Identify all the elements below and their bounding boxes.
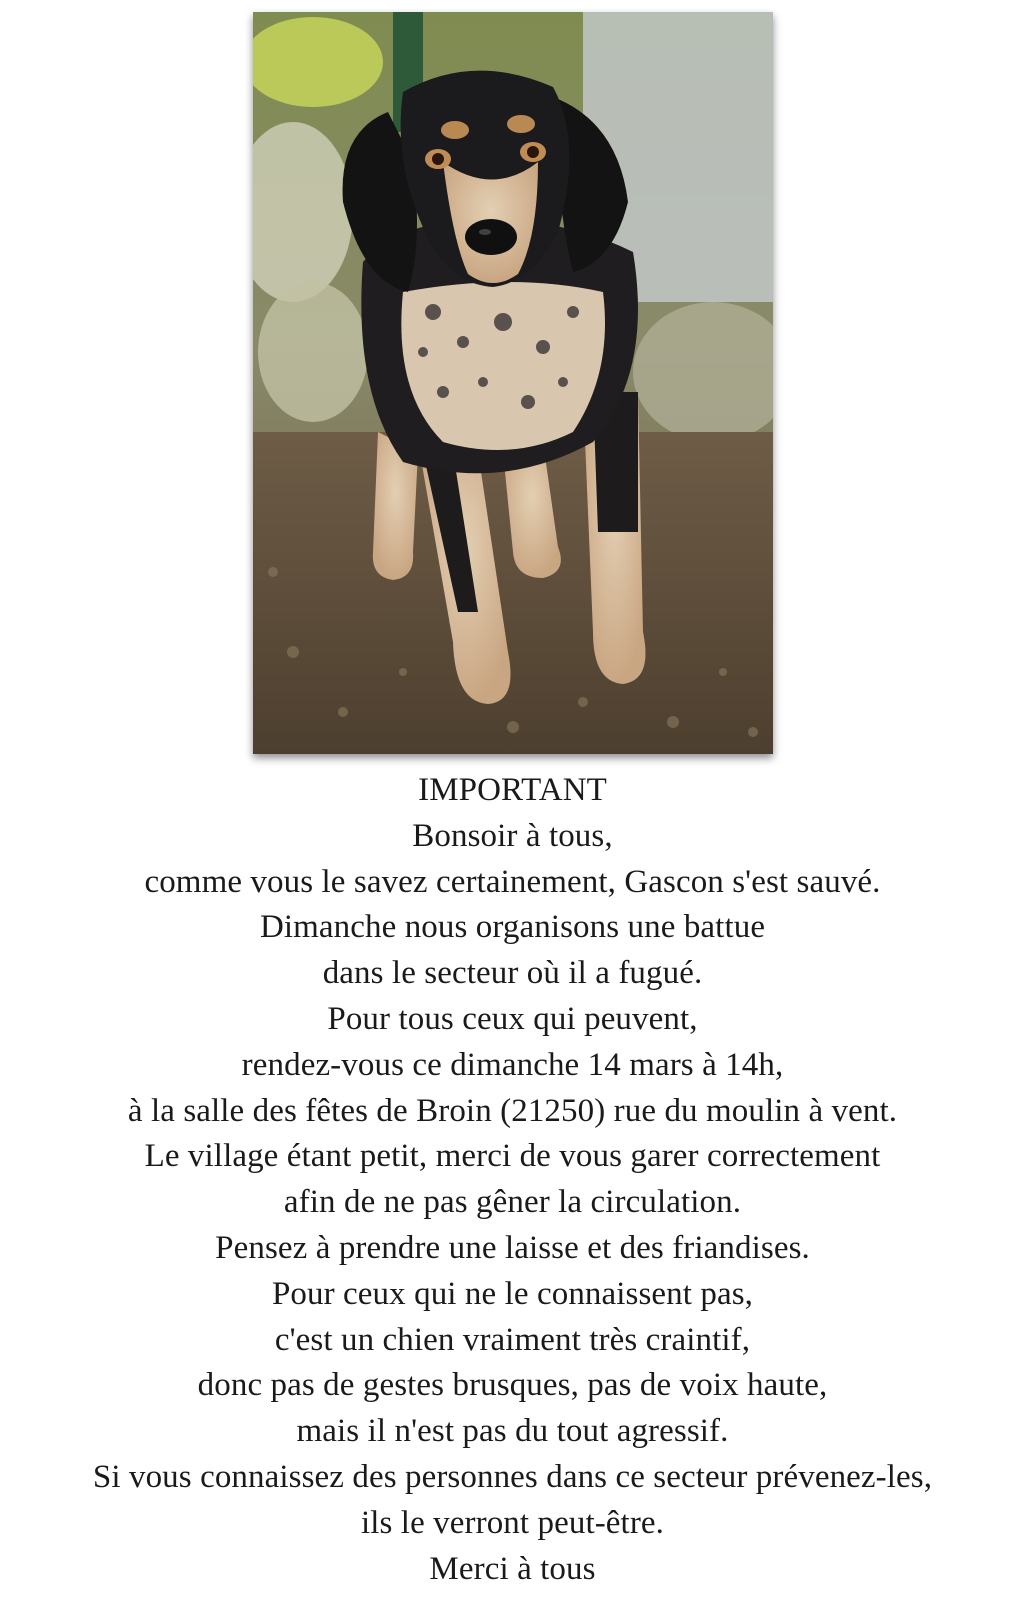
notice-line: Dimanche nous organisons une battue — [259, 909, 766, 946]
notice-line: mais il n'est pas du tout agressif. — [296, 1413, 729, 1450]
notice-line: c'est un chien vraiment très craintif, — [274, 1321, 751, 1358]
notice-line: rendez-vous ce dimanche 14 mars à 14h, — [241, 1046, 784, 1083]
notice-line: Bonsoir à tous, — [412, 817, 613, 854]
dog-photo — [253, 12, 773, 754]
notice-line: Si vous connaissez des personnes dans ce secteur prévenez-les, — [92, 1458, 933, 1495]
notice-line: donc pas de gestes brusques, pas de voix haute, — [197, 1367, 828, 1404]
notice-line: Le village étant petit, merci de vous garer correctement — [144, 1138, 881, 1175]
notice-line: Pour tous ceux qui peuvent, — [327, 1000, 698, 1037]
notice-line: Pensez à prendre une laisse et des friandises. — [215, 1229, 810, 1266]
notice-text — [0, 768, 1025, 1592]
notice-line: Pour ceux qui ne le connaissent pas, — [271, 1275, 754, 1312]
notice-line: à la salle des fêtes de Broin (21250) rue du moulin à vent. — [127, 1092, 898, 1129]
notice-title: IMPORTANT — [418, 772, 607, 808]
notice-line: Merci à tous — [429, 1550, 596, 1587]
notice-line: comme vous le savez certainement, Gascon s'est sauvé. — [144, 863, 881, 900]
notice-line: ils le verront peut-être. — [360, 1504, 665, 1541]
dog-photo-icon — [253, 12, 773, 754]
notice-line: afin de ne pas gêner la circulation. — [283, 1184, 742, 1221]
notice-line: dans le secteur où il a fugué. — [322, 955, 703, 992]
